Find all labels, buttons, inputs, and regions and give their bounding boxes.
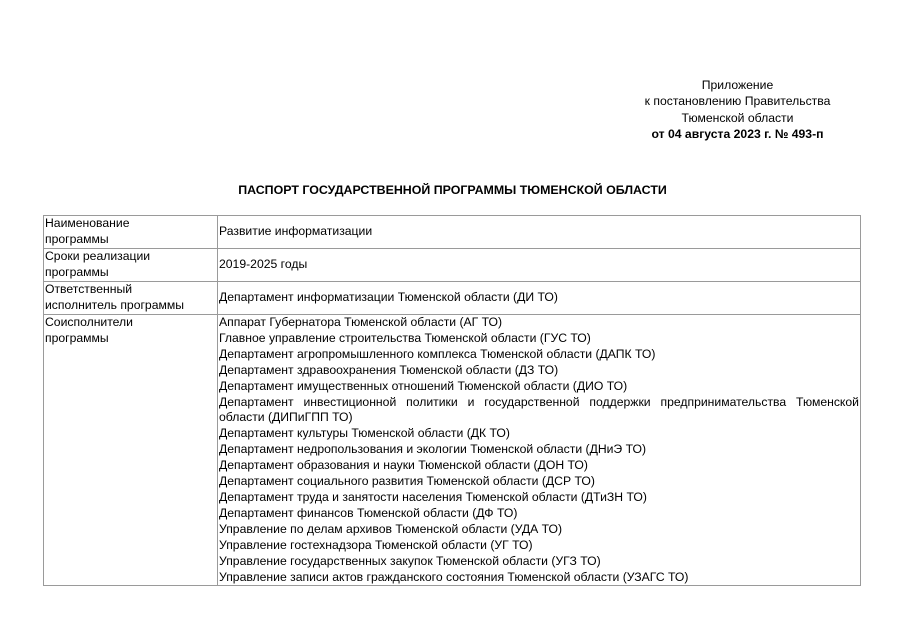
row-label: [44, 249, 218, 282]
coexecutors-list: [218, 315, 861, 586]
list-item: Аппарат Губернатора Тюменской области (АГ ТО): [219, 315, 503, 329]
label-line: Сроки реализации: [45, 249, 151, 263]
label-line: программы: [45, 264, 109, 279]
list-item: Департамент агропромышленного комплекса Тюменской области (ДАПК ТО): [219, 346, 656, 361]
page-title: ПАСПОРТ ГОСУДАРСТВЕННОЙ ПРОГРАММЫ ТЮМЕНСКОЙ ОБЛАСТИ: [238, 183, 667, 197]
appendix-header: [600, 77, 875, 142]
row-value: 2019-2025 годы: [218, 249, 861, 282]
row-value: Развитие информатизации: [218, 216, 861, 249]
table-row: [44, 315, 861, 586]
list-item: Управление по делам архивов Тюменской области (УДА ТО): [219, 521, 563, 536]
row-label: [44, 282, 218, 315]
passport-table: [43, 215, 861, 586]
table-row: [44, 282, 861, 315]
row-label: [44, 216, 218, 249]
label-line: программы: [45, 231, 109, 246]
list-item: Управление записи актов гражданского состояния Тюменской области (УЗАГС ТО): [219, 569, 689, 584]
list-item: Главное управление строительства Тюменской области (ГУС ТО): [219, 330, 591, 345]
list-item: Департамент финансов Тюменской области (ДФ ТО): [219, 505, 518, 520]
list-item: Департамент культуры Тюменской области (ДК ТО): [219, 426, 510, 441]
list-item: Департамент здравоохранения Тюменской области (ДЗ ТО): [219, 362, 559, 377]
label-line: Соисполнители: [45, 315, 133, 329]
appendix-line-2: к постановлению Правительства: [644, 94, 831, 109]
list-item: Управление государственных закупок Тюменской области (УГЗ ТО): [219, 553, 601, 568]
label-line: Наименование: [45, 216, 130, 230]
list-item: Департамент социального развития Тюменской области (ДСР ТО): [219, 474, 595, 489]
appendix-line-4: от 04 августа 2023 г. № 493-п: [651, 126, 824, 141]
table-row: [44, 249, 861, 282]
appendix-line-3: Тюменской области: [681, 110, 794, 125]
list-item: Управление гостехнадзора Тюменской области (УГ ТО): [219, 537, 533, 552]
appendix-line-1: Приложение: [701, 78, 774, 92]
row-label: [44, 315, 218, 586]
list-item: Департамент недропользования и экологии Тюменской области (ДНиЭ ТО): [219, 442, 647, 457]
table-row: [44, 216, 861, 249]
list-item: Департамент образования и науки Тюменской области (ДОН ТО): [219, 458, 588, 473]
row-value: Департамент информатизации Тюменской области (ДИ ТО): [218, 282, 861, 315]
label-line: программы: [45, 330, 109, 345]
label-line: исполнитель программы: [45, 297, 185, 312]
list-item: Департамент имущественных отношений Тюменской области (ДИО ТО): [219, 378, 628, 393]
list-item: Департамент инвестиционной политики и государственной поддержки предпринимательства Тюменской области (ДИПиГПП ТО): [219, 394, 859, 425]
list-item: Департамент труда и занятости населения Тюменской области (ДТиЗН ТО): [219, 489, 647, 504]
label-line: Ответственный: [45, 282, 133, 296]
